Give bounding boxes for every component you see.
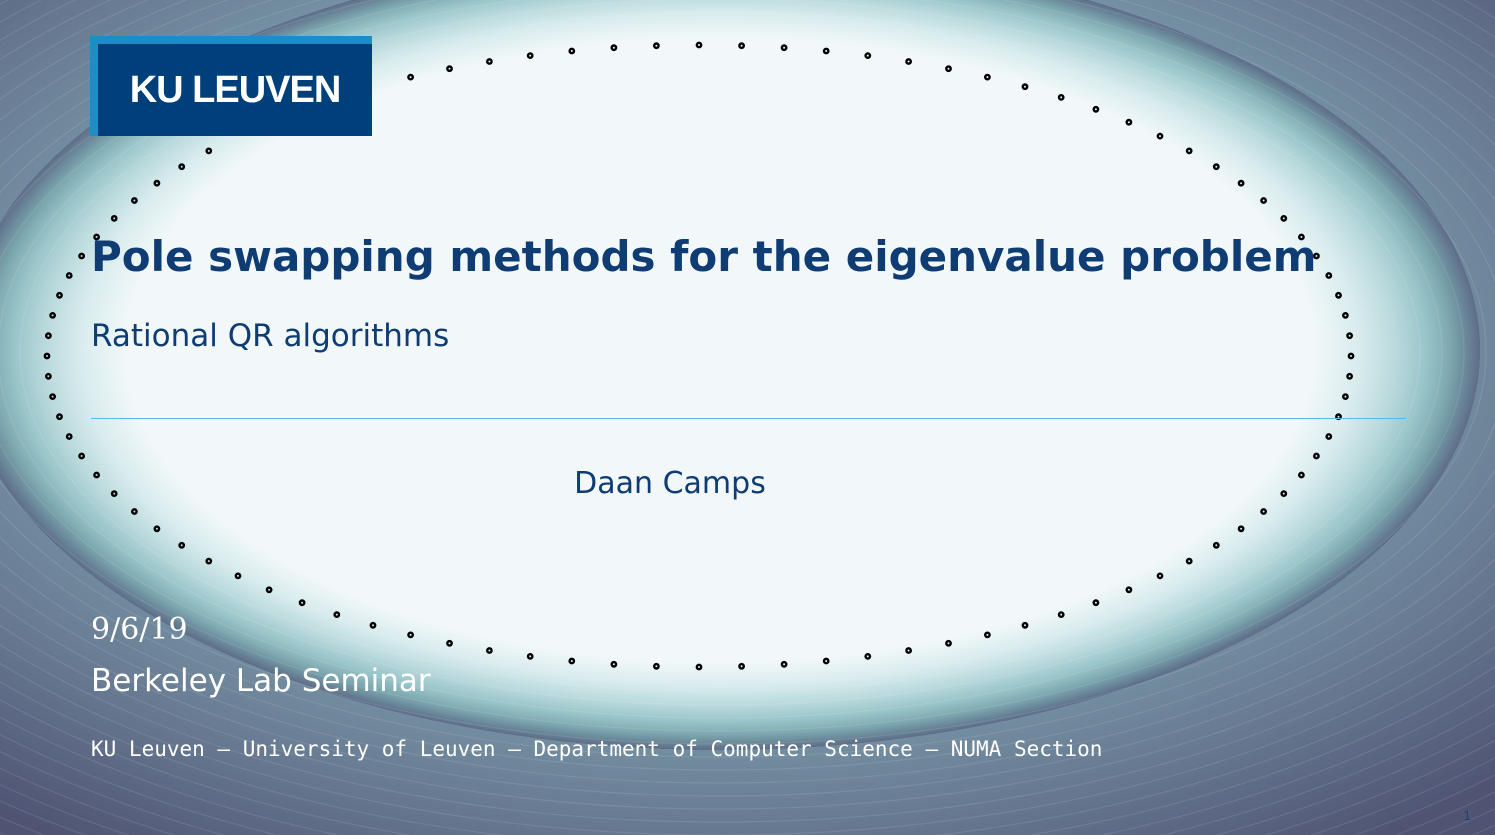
ellipse-dot	[207, 559, 211, 563]
logo-text: KU LEUVEN	[98, 44, 372, 136]
slide-title: Pole swapping methods for the eigenvalue problem	[91, 232, 1317, 281]
ellipse-dot	[1336, 293, 1340, 297]
ellipse-dot	[612, 662, 616, 666]
ellipse-dot	[1187, 149, 1191, 153]
divider-line	[91, 418, 1406, 419]
ellipse-dot	[1094, 601, 1098, 605]
ellipse-dot	[782, 46, 786, 50]
ellipse-dot	[67, 434, 71, 438]
ellipse-dot	[50, 313, 54, 317]
ellipse-dot	[155, 181, 159, 185]
ellipse-dot	[946, 641, 950, 645]
ellipse-dot	[782, 662, 786, 666]
ellipse-dot	[654, 44, 658, 48]
ellipse-dot	[408, 75, 412, 79]
ellipse-dot	[1059, 95, 1063, 99]
ellipse-dot	[866, 53, 870, 57]
ellipse-dot	[1314, 454, 1318, 458]
ellipse-dot	[1023, 85, 1027, 89]
ellipse-dot	[1327, 273, 1331, 277]
slide-subtitle: Rational QR algorithms	[91, 318, 450, 354]
ellipse-dot	[112, 216, 116, 220]
ellipse-dot	[447, 641, 451, 645]
ellipse-dot	[697, 43, 701, 47]
ellipse-dot	[612, 46, 616, 50]
ellipse-dot	[45, 354, 49, 358]
ellipse-dot	[300, 601, 304, 605]
ellipse-dot	[1347, 374, 1351, 378]
ellipse-dot	[1059, 612, 1063, 616]
ellipse-dot	[528, 654, 532, 658]
ellipse-dot	[1282, 216, 1286, 220]
ellipse-dot	[371, 623, 375, 627]
ellipse-dot	[207, 149, 211, 153]
ellipse-dot	[1261, 509, 1265, 513]
ellipse-dot	[1349, 354, 1353, 358]
ellipse-dot	[985, 75, 989, 79]
ellipse-dot	[1158, 134, 1162, 138]
ellipse-dot	[1343, 313, 1347, 317]
ellipse-dot	[1094, 107, 1098, 111]
ellipse-dot	[1158, 574, 1162, 578]
ellipse-dot	[1214, 543, 1218, 547]
ellipse-dot	[1261, 198, 1265, 202]
ellipse-dot	[866, 654, 870, 658]
presentation-date: 9/6/19	[91, 612, 188, 647]
ellipse-dot	[1343, 394, 1347, 398]
ellipse-dot	[906, 59, 910, 63]
ellipse-dot	[739, 44, 743, 48]
author-name: Daan Camps	[574, 466, 766, 501]
ellipse-dot	[46, 374, 50, 378]
ellipse-dot	[487, 59, 491, 63]
ellipse-dot	[1023, 623, 1027, 627]
ellipse-dot	[236, 574, 240, 578]
ellipse-dot	[57, 293, 61, 297]
ellipse-dot	[67, 273, 71, 277]
ellipse-dot	[1239, 527, 1243, 531]
ellipse-dot	[50, 394, 54, 398]
ellipse-dot	[1187, 559, 1191, 563]
ellipse-dot	[906, 648, 910, 652]
ellipse-dot	[79, 254, 83, 258]
event-name: Berkeley Lab Seminar	[91, 663, 431, 699]
ellipse-dot	[1327, 434, 1331, 438]
ellipse-dot	[739, 664, 743, 668]
ellipse-dot	[180, 165, 184, 169]
ellipse-dot	[79, 454, 83, 458]
ellipse-dot	[946, 67, 950, 71]
ellipse-dot	[487, 648, 491, 652]
ellipse-dot	[528, 53, 532, 57]
ellipse-dot	[447, 67, 451, 71]
ellipse-dot	[697, 665, 701, 669]
ellipse-dot	[132, 198, 136, 202]
ellipse-dot	[985, 633, 989, 637]
ellipse-dot	[1239, 181, 1243, 185]
ellipse-dot	[1214, 165, 1218, 169]
ellipse-dot	[180, 543, 184, 547]
ellipse-dot	[132, 509, 136, 513]
ellipse-dot	[335, 612, 339, 616]
ellipse-dot	[1347, 334, 1351, 338]
ellipse-dot	[46, 334, 50, 338]
ellipse-dot	[824, 49, 828, 53]
page-number: 1	[1463, 809, 1471, 823]
ellipse-dot	[267, 588, 271, 592]
ellipse-dot	[570, 659, 574, 663]
ellipse-dot	[824, 659, 828, 663]
ellipse-dot	[57, 415, 61, 419]
ellipse-dot	[654, 664, 658, 668]
ellipse-dot	[1127, 588, 1131, 592]
ellipse-dot	[155, 527, 159, 531]
footer-affiliation: KU Leuven – University of Leuven – Department of Computer Science – NUMA Section	[91, 737, 1103, 761]
ellipse-dot	[1127, 120, 1131, 124]
ellipse-dot	[570, 49, 574, 53]
ellipse-dot	[408, 633, 412, 637]
